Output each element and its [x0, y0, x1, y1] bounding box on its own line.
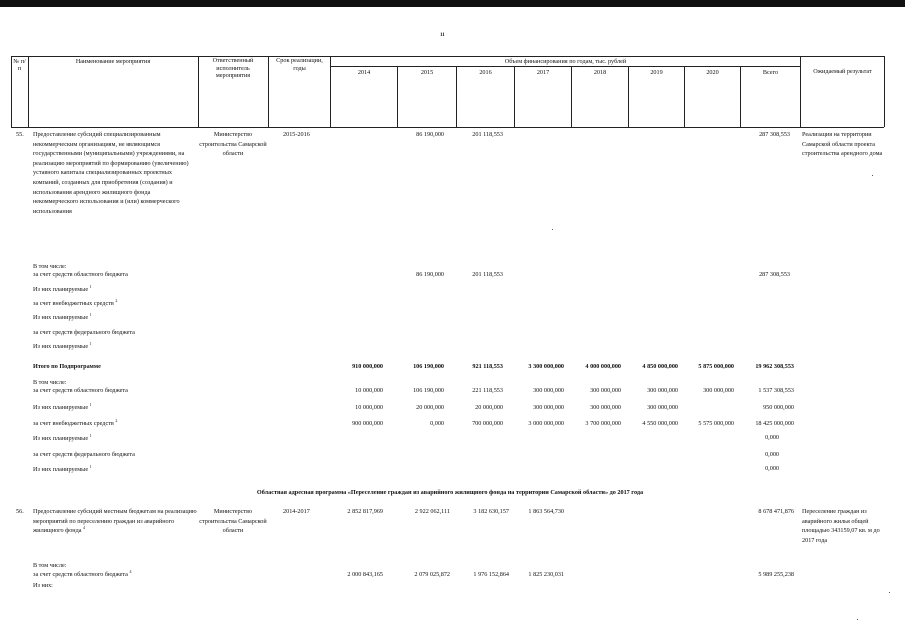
- header-result: Ожидаемый результат: [813, 68, 872, 75]
- row56-result: Переселение граждан из аварийного жилья общей площадью 343159,07 кв. м до 2017 года: [802, 508, 880, 544]
- subtotal-total: 19 962 308,553: [755, 363, 794, 370]
- subtotal-extra-2018: 3 700 000,000: [585, 420, 621, 427]
- row55-total: 287 308,553: [759, 131, 790, 138]
- col-line-2: [198, 56, 199, 127]
- subtotal-regional-2018: 300 000,000: [590, 387, 621, 394]
- subtotal-planned1-2017: 300 000,000: [533, 404, 564, 411]
- subtotal-2015: 106 190,000: [413, 363, 444, 370]
- subtotal-2019: 4 850 000,000: [642, 363, 678, 370]
- header-bottom-line: [11, 127, 884, 128]
- subtotal-planned-2: Из них планируемые $^1$: [33, 432, 92, 442]
- row56-term: 2014-2017: [283, 508, 310, 515]
- header-year-2014: 2014: [357, 69, 371, 76]
- page-number: 11: [440, 33, 445, 38]
- subtotal-regional-2014: 10 000,000: [355, 387, 383, 394]
- scan-speck: [872, 175, 873, 176]
- scan-speck: [889, 592, 890, 593]
- subtotal-extra-total: 18 425 000,000: [755, 420, 794, 427]
- subtotal-federal-total: 0,000: [765, 451, 779, 458]
- row56-name: Предоставление субсидий местным бюджетам на реализацию мероприятий по переселению граждан из аварийного жилищного фонда $^4$: [33, 508, 197, 535]
- header-no: № п/п: [13, 58, 26, 72]
- col-line-3: [268, 56, 269, 127]
- subtotal-incl: В том числе:: [33, 379, 67, 386]
- row55-regional-total: 287 308,553: [759, 271, 790, 278]
- row55-regional-2015: 86 190,000: [416, 271, 444, 278]
- header-name: Наименование мероприятия: [75, 58, 151, 65]
- header-year-2015: 2015: [420, 69, 434, 76]
- row56-2014: 2 852 817,969: [347, 508, 383, 515]
- header-year-2018: 2018: [593, 69, 607, 76]
- subtotal-regional-2020: 300 000,000: [703, 387, 734, 394]
- row55-planned-1: Из них планируемые $^1$: [33, 283, 92, 293]
- subtotal-2017: 3 300 000,000: [528, 363, 564, 370]
- scan-speck: [857, 619, 858, 620]
- subtotal-extra: за счет внебюджетных средств $^2$: [33, 417, 118, 427]
- row55-no: 55.: [16, 131, 24, 138]
- row55-name: Предоставление субсидий специализированным некоммерческим организациям, не являющимся государственными (муниципальными) учреждениями, на реализацию мероприятий по формированию (увеличению) уставного капитала специализированных проектных компаний, созданных для приобретения (создания) и использования арендного жилищного фонда некоммерческого использования и (или) коммерческого использования: [33, 131, 189, 215]
- subtotal-extra-2020: 5 575 000,000: [698, 420, 734, 427]
- section-title: Областная адресная программа «Переселение граждан из аварийного жилищного фонда на территории Самарской области» до 2017 года: [256, 489, 644, 496]
- row55-term: 2015-2016: [283, 131, 310, 138]
- row56-no: 56.: [16, 508, 24, 515]
- subtotal-regional-2019: 300 000,000: [647, 387, 678, 394]
- row55-executor: Министерство строительства Самарской области: [199, 131, 267, 158]
- subtotal-extra-2015: 0,000: [430, 420, 444, 427]
- row55-planned-3: Из них планируемые $^1$: [33, 340, 92, 350]
- header-executor: Ответственный исполнитель мероприятия: [212, 57, 254, 80]
- row55-2015: 86 190,000: [416, 131, 444, 138]
- row56-incl: В том числе:: [33, 562, 67, 569]
- header-term: Срок реализации, годы: [276, 57, 323, 72]
- subtotal-planned1-2016: 20 000,000: [475, 404, 503, 411]
- row56-of-them: Из них:: [33, 582, 53, 589]
- subtotal-2014: 910 000,000: [352, 363, 383, 370]
- col-line-4: [330, 56, 331, 127]
- row55-planned-2: Из них планируемые $^1$: [33, 311, 92, 321]
- subtotal-extra-2016: 700 000,000: [472, 420, 503, 427]
- header-funding-title: Объем финансирования по годам, тыс. рублей: [504, 58, 627, 65]
- header-year-2017: 2017: [536, 69, 550, 76]
- subtotal-federal: за счет средств федерального бюджета: [33, 451, 135, 458]
- row55-regional-2016: 201 118,553: [472, 271, 503, 278]
- row56-2016: 3 182 630,157: [473, 508, 509, 515]
- scan-top-border: [0, 0, 905, 7]
- subtotal-planned1-total: 950 000,000: [763, 404, 794, 411]
- col-line-13: [884, 56, 885, 127]
- subtotal-regional-2016: 221 118,553: [472, 387, 503, 394]
- scan-speck: [552, 229, 553, 230]
- subtotal-planned-1: Из них планируемые $^1$: [33, 401, 92, 411]
- row56-executor: Министерство строительства Самарской области: [199, 508, 267, 535]
- subtotal-extra-2019: 4 550 000,000: [642, 420, 678, 427]
- header-year-2016: 2016: [479, 69, 492, 76]
- subtotal-planned2-total: 0,000: [765, 434, 779, 441]
- subtotal-label: Итого по Подпрограмме: [33, 363, 101, 370]
- row55-extra: за счет внебюджетных средств $^2$: [33, 297, 118, 307]
- row56-regional-total: 5 989 255,238: [758, 571, 794, 578]
- row56-regional-2015: 2 079 025,872: [414, 571, 450, 578]
- row55-regional-label: за счет средств областного бюджета: [33, 271, 128, 278]
- row56-regional-2014: 2 000 843,165: [347, 571, 383, 578]
- subtotal-planned1-2015: 20 000,000: [416, 404, 444, 411]
- row56-2015: 2 922 062,111: [414, 508, 450, 515]
- col-line-1: [28, 56, 29, 127]
- row55-incl: В том числе:: [33, 263, 67, 270]
- header-year-2020: 2020: [706, 69, 719, 76]
- subtotal-regional-total: 1 537 308,553: [758, 387, 794, 394]
- row55-federal: за счет средств федерального бюджета: [33, 329, 135, 336]
- row56-regional-2016: 1 976 152,864: [473, 571, 509, 578]
- subtotal-planned1-2014: 10 000,000: [355, 404, 383, 411]
- subtotal-planned1-2018: 300 000,000: [590, 404, 621, 411]
- subtotal-regional-label: за счет средств областного бюджета: [33, 387, 128, 394]
- subtotal-planned3-total: 0,000: [765, 465, 779, 472]
- header-year-2019: 2019: [650, 69, 663, 76]
- header-total: Всего: [762, 69, 779, 76]
- subtotal-planned-3: Из них планируемые $^1$: [33, 463, 92, 473]
- row56-2017: 1 863 564,730: [528, 508, 564, 515]
- subtotal-extra-2014: 900 000,000: [352, 420, 383, 427]
- row55-result: Реализация на территории Самарской области проекта строительства арендного дома: [802, 131, 883, 158]
- subtotal-extra-2017: 3 000 000,000: [528, 420, 564, 427]
- row56-regional-label: за счет средств областного бюджета $^4$: [33, 568, 132, 578]
- subtotal-2020: 5 875 000,000: [698, 363, 734, 370]
- subtotal-regional-2017: 300 000,000: [533, 387, 564, 394]
- subtotal-2018: 4 000 000,000: [585, 363, 621, 370]
- subtotal-planned1-2019: 300 000,000: [647, 404, 678, 411]
- row56-regional-2017: 1 825 230,031: [528, 571, 564, 578]
- subtotal-2016: 921 118,553: [472, 363, 503, 370]
- subtotal-regional-2015: 106 190,000: [413, 387, 444, 394]
- row56-total: 8 678 471,876: [758, 508, 794, 515]
- row55-2016: 201 118,553: [472, 131, 503, 138]
